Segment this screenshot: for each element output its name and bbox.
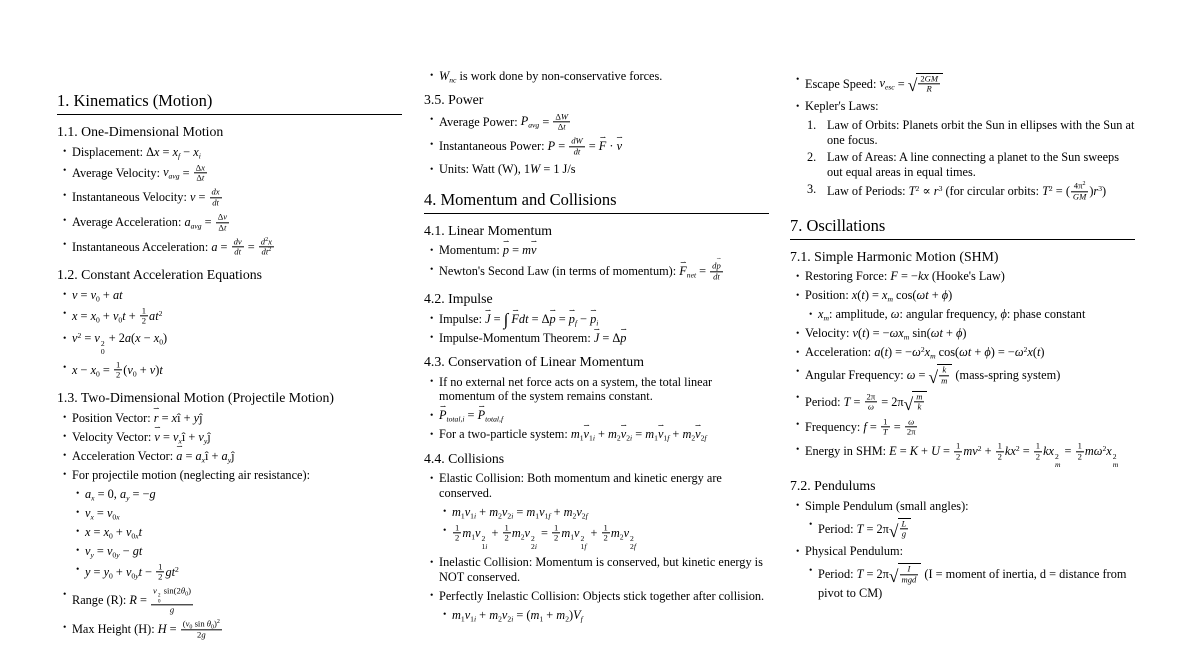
item-text: Angular Frequency: ω = √ $\frac{k}{m}$ (mass-spring system): [805, 364, 1061, 388]
section-heading: 7. Oscillations: [790, 216, 1135, 240]
bullet-item: [424, 427, 769, 442]
bullet-item: [790, 73, 1135, 95]
bullet-marker: •: [76, 564, 80, 575]
bullet-marker: •: [809, 519, 813, 531]
item-number: 1.: [807, 118, 817, 133]
bullet-marker: •: [796, 327, 800, 339]
item-text: $\frac{1}{2}$ $m_1v$ 2 1i + $\frac{1}{2}$ $m_2v$ 2 2i = $\frac{1}{2}$ $m_1v$ 2 1f + $\frac{1}{2}$ $m_2v$ 2 2f: [455, 522, 636, 551]
sub-bullet-item: [437, 505, 769, 520]
bullet-item: [424, 555, 769, 584]
item-text: Position Vector: r ⇀ = xî + yĵ: [72, 411, 402, 426]
bullet-item: [57, 468, 402, 483]
bullet-marker: •: [430, 472, 434, 484]
bullet-marker: •: [63, 588, 67, 600]
bullet-item: [424, 137, 769, 157]
bullet-marker: •: [63, 146, 67, 157]
sub-bullet-item: [803, 518, 1135, 540]
bullet-marker: •: [809, 564, 813, 576]
sub-bullet-item: [70, 506, 402, 521]
bullet-item: [790, 269, 1135, 284]
bullet-marker: •: [809, 308, 813, 320]
bullet-marker: •: [796, 346, 800, 358]
bullet-marker: •: [430, 409, 434, 421]
item-text: Velocity: $v(t) = -\omega x_m$ sin(ωt + ϕ): [805, 326, 967, 342]
bullet-item: [790, 415, 1135, 438]
bullet-item: [57, 145, 402, 160]
subsection-heading: 4.3. Conservation of Linear Momentum: [424, 354, 644, 370]
item-text: Impulse: J ⇀ = ∫ F ⇀dt = Δp ⇀ = p $⇀_f - p$ $⇀_i$: [439, 312, 769, 327]
item-text: Inelastic Collision: Momentum is conserved, but kinetic energy is NOT conserved.: [439, 555, 763, 584]
bullet-item: [424, 262, 769, 282]
bullet-marker: •: [430, 590, 434, 602]
item-text: If no external net force acts on a system, the total linear momentum of the system remains constant.: [439, 374, 713, 404]
item-text: $m_1v_{1i} + m_2v_{2i} = m_1v_{1f} + m_2v_{2f}$: [452, 504, 588, 521]
bullet-marker: •: [796, 270, 800, 282]
bullet-item: [424, 110, 769, 133]
item-text: Law of Periods: $T^2 \propto r^3$ (for circular orbits: $T^2$ = ( $\frac{4\pi^2}{GM}$ )$r^3$): [827, 180, 1107, 202]
bullet-item: [57, 238, 402, 258]
bullet-marker: •: [443, 609, 447, 621]
bullet-item: [424, 331, 769, 346]
subsection-heading: 4.4. Collisions: [424, 450, 505, 466]
item-text: P $⇀_{total,i} = P$ $⇀_{total,f}$: [439, 408, 769, 423]
item-text: Escape Speed: $v_{esc}$ = √ $\frac{2GM}{R}$: [805, 73, 1135, 95]
bullet-marker: •: [796, 500, 800, 512]
bullet-item: [424, 243, 769, 258]
item-text: Average Power: $P_{avg}$ = $\frac{\Delta W}{\Delta t}$: [439, 110, 569, 132]
item-text: Average Velocity: $v_{avg}$ = $\frac{\Delta x}{\Delta t}$: [72, 161, 205, 183]
bullet-marker: •: [430, 70, 434, 81]
bullet-item: [790, 364, 1135, 386]
item-text: For a two-particle system: $m_1v$ $⇀_{1i} + m_2v$ $⇀_{2i} = m_1v$ $⇀_{1f} + m_2v$ $⇀_{2f}$: [439, 427, 769, 442]
numbered-item: [807, 150, 1135, 179]
sub-bullet-item: [437, 608, 769, 623]
bullet-marker: •: [63, 450, 67, 461]
item-text: Average Acceleration: $a_{avg}$ = $\frac{\Delta v}{\Delta t}$: [72, 211, 228, 233]
subsection-heading: 1.2. Constant Acceleration Equations: [57, 267, 262, 283]
item-text: Period: T = 2π√ I mgd (I = moment of inertia, d = distance from pivot to CM): [818, 563, 1127, 600]
bullet-marker: •: [796, 365, 800, 377]
bullet-item: [57, 304, 402, 327]
bullet-marker: •: [63, 165, 67, 176]
sub-bullet-item: [803, 307, 1135, 322]
bullet-marker: •: [796, 74, 800, 85]
bullet-marker: •: [63, 431, 67, 442]
subsection-heading: 1.3. Two-Dimensional Motion (Projectile Motion): [57, 390, 334, 405]
item-text: For projectile motion (neglecting air resistance):: [72, 467, 310, 482]
bullet-marker: •: [63, 469, 67, 480]
bullet-item: [57, 288, 402, 303]
item-text: Momentum: p ⇀ = mv ⇀: [439, 243, 769, 258]
item-text: $v = v_0$ + at: [72, 287, 123, 304]
bullet-item: [790, 442, 1135, 469]
bullet-item: [57, 361, 402, 381]
bullet-item: [790, 99, 1135, 114]
sub-bullet-item: [70, 487, 402, 502]
bullet-marker: •: [63, 332, 67, 344]
item-text: Instantaneous Velocity: v = $\frac{dx}{dt}$: [72, 186, 220, 208]
bullet-marker: •: [63, 214, 67, 226]
item-text: $v_x = v_{0x}$: [85, 505, 120, 522]
bullet-item: [57, 620, 402, 640]
bullet-item: [57, 430, 402, 445]
item-text: Restoring Force: F = −kx (Hooke's Law): [805, 269, 1005, 284]
bullet-marker: •: [796, 392, 800, 404]
bullet-item: [424, 162, 769, 177]
bullet-item: [790, 326, 1135, 341]
item-text: Energy in SHM: E = K + U = $\frac{1}{2}$ $mv^2$ + $\frac{1}{2}$ $kx^2$ = $\frac{1}{2}$ kx 2 m = $\frac{1}{2}$ $m\omega^2x$ 2 m: [805, 440, 1119, 470]
bullet-marker: •: [796, 419, 800, 431]
item-number: 2.: [807, 150, 817, 165]
sub-bullet-item: [70, 525, 402, 540]
item-text: Units: Watt (W), 1W = 1 J/s: [439, 162, 576, 177]
bullet-marker: •: [430, 138, 434, 150]
item-text: $x - x_0$ = $\frac{1}{2}$ $(v_0 + v)t$: [72, 359, 163, 380]
bullet-item: [790, 391, 1135, 413]
sub-bullet-item: [803, 563, 1135, 600]
sub-bullet-item: [70, 544, 402, 559]
column-right: [790, 68, 1135, 605]
item-text: Kepler's Laws:: [805, 99, 879, 114]
item-text: Elastic Collision: Both momentum and kinetic energy are conserved.: [439, 471, 722, 500]
bullet-item: [424, 69, 769, 84]
subsection-heading: 1.1. One-Dimensional Motion: [57, 124, 224, 139]
item-text: Law of Areas: A line connecting a planet to the Sun sweeps out equal areas in equal times.: [827, 150, 1119, 179]
bullet-item: [790, 499, 1135, 514]
bullet-marker: •: [796, 545, 800, 557]
item-number: 3.: [807, 182, 817, 197]
column-middle: [424, 64, 769, 627]
item-text: Acceleration: $a(t) = -\omega^2x_m$ $\cos(\omega t + \phi) = -\omega^2x(t)$: [805, 344, 1045, 361]
bullet-item: [57, 587, 402, 616]
item-text: $a_x = 0$, $a_y = -g$: [85, 486, 156, 503]
sub-bullet-item: [437, 524, 769, 551]
item-text: $x = x_0 + v_0t$ + $\frac{1}{2}$ $at^2$: [72, 304, 163, 326]
item-text: $m_1v_{1i} + m_2v_{2i} = (m_1 + m_2)V_f$: [452, 607, 583, 624]
item-text: Instantaneous Acceleration: a = $\frac{dv}{dt}$ = $\frac{d^2x}{dt^2}$: [72, 236, 272, 257]
bullet-marker: •: [430, 263, 434, 275]
item-text: $y = y_0 + v_{0y}t$ − $\frac{1}{2}$ $gt^2$: [85, 560, 179, 582]
bullet-item: [424, 408, 769, 423]
bullet-marker: •: [430, 556, 434, 568]
bullet-marker: •: [63, 621, 67, 633]
bullet-marker: •: [430, 376, 434, 388]
item-text: $v_y = v_{0y}$ − gt: [85, 543, 143, 560]
bullet-marker: •: [430, 163, 434, 175]
bullet-item: [790, 345, 1135, 360]
item-text: Period: T = 2π√ $\frac{L}{g}$: [818, 518, 1135, 540]
bullet-item: [424, 471, 769, 500]
item-text: Impulse-Momentum Theorem: J ⇀ = Δp ⇀: [439, 331, 769, 346]
item-text: Range (R): R = v 2 0 $\sin(2\theta_0)$ g: [72, 585, 191, 615]
bullet-marker: •: [63, 289, 67, 301]
item-text: Velocity Vector: v ⇀ = $v_xî$ + $v_yĵ$: [72, 430, 402, 445]
bullet-marker: •: [430, 244, 434, 256]
bullet-item: [790, 288, 1135, 303]
bullet-item: [424, 375, 769, 404]
bullet-item: [57, 188, 402, 208]
item-text: Physical Pendulum:: [805, 544, 904, 559]
item-text: $W_{nc}$ is work done by non-conservative forces.: [439, 68, 663, 85]
bullet-marker: •: [63, 239, 67, 251]
bullet-marker: •: [796, 443, 800, 455]
bullet-marker: •: [443, 506, 447, 518]
bullet-item: [790, 544, 1135, 559]
column-left: [57, 78, 402, 645]
item-text: Simple Pendulum (small angles):: [805, 498, 969, 513]
item-text: Max Height (H): H = $\frac{(v_0 \sin \theta_0)^2}{2g}$: [72, 618, 220, 640]
subsection-heading: 7.1. Simple Harmonic Motion (SHM): [790, 248, 999, 264]
section-heading: 4. Momentum and Collisions: [424, 190, 769, 214]
bullet-item: [57, 213, 402, 233]
bullet-marker: •: [63, 362, 67, 374]
subsection-heading: 3.5. Power: [424, 92, 484, 107]
bullet-marker: •: [443, 525, 447, 537]
bullet-marker: •: [430, 114, 434, 125]
sub-bullet-item: [70, 560, 402, 583]
bullet-item: [57, 161, 402, 184]
bullet-marker: •: [796, 289, 800, 301]
bullet-marker: •: [76, 488, 80, 499]
bullet-marker: •: [796, 100, 800, 112]
bullet-marker: •: [76, 507, 80, 518]
bullet-item: [57, 411, 402, 426]
item-text: Position: $x(t) = x_m$ cos(ωt + ϕ): [805, 288, 953, 304]
bullet-item: [424, 589, 769, 604]
bullet-marker: •: [430, 428, 434, 440]
subsection-heading: 4.1. Linear Momentum: [424, 222, 552, 238]
item-text: $x = x_0 + v_{0x}t$: [85, 524, 143, 541]
section-heading: 1. Kinematics (Motion): [57, 91, 402, 115]
subsection-heading: 7.2. Pendulums: [790, 478, 876, 494]
bullet-marker: •: [430, 313, 434, 325]
bullet-marker: •: [76, 545, 80, 556]
item-text: Displacement: $\Delta x = x_f - x_i$: [72, 144, 201, 161]
item-text: Period: T = $\frac{2\pi}{\omega}$ = 2π√ $\frac{m}{k}$: [805, 391, 1135, 413]
bullet-marker: •: [63, 189, 67, 201]
bullet-item: [57, 331, 402, 356]
item-text: Acceleration Vector: a ⇀ = $a_xî$ + $a_yĵ$: [72, 449, 402, 464]
bullet-marker: •: [63, 412, 67, 423]
item-text: Law of Orbits: Planets orbit the Sun in ellipses with the Sun at one focus.: [827, 118, 1135, 147]
item-text: $v^2 = v$ 2 0 + $2a(x - x_0)$: [72, 331, 168, 357]
bullet-marker: •: [430, 332, 434, 344]
item-text: Newton's Second Law (in terms of momentum): F $⇀_{net}$ = $\frac{dp ⇀}{dt}$: [439, 262, 769, 282]
item-text: Perfectly Inelastic Collision: Objects stick together after collision.: [439, 588, 765, 603]
item-text: Frequency: f = $\frac{1}{T}$ = $\frac{\omega}{2\pi}$: [805, 415, 916, 437]
bullet-marker: •: [76, 526, 80, 537]
subsection-heading: 4.2. Impulse: [424, 291, 493, 307]
numbered-item: [807, 118, 1135, 147]
item-text: Instantaneous Power: P = $\frac{dW}{dt}$ = F ⇀ · v ⇀: [439, 137, 769, 157]
bullet-marker: •: [63, 308, 67, 320]
item-text: $x_m$: amplitude, ω: angular frequency, ϕ: phase constant: [818, 307, 1086, 323]
bullet-item: [57, 449, 402, 464]
numbered-item: [807, 182, 1135, 202]
